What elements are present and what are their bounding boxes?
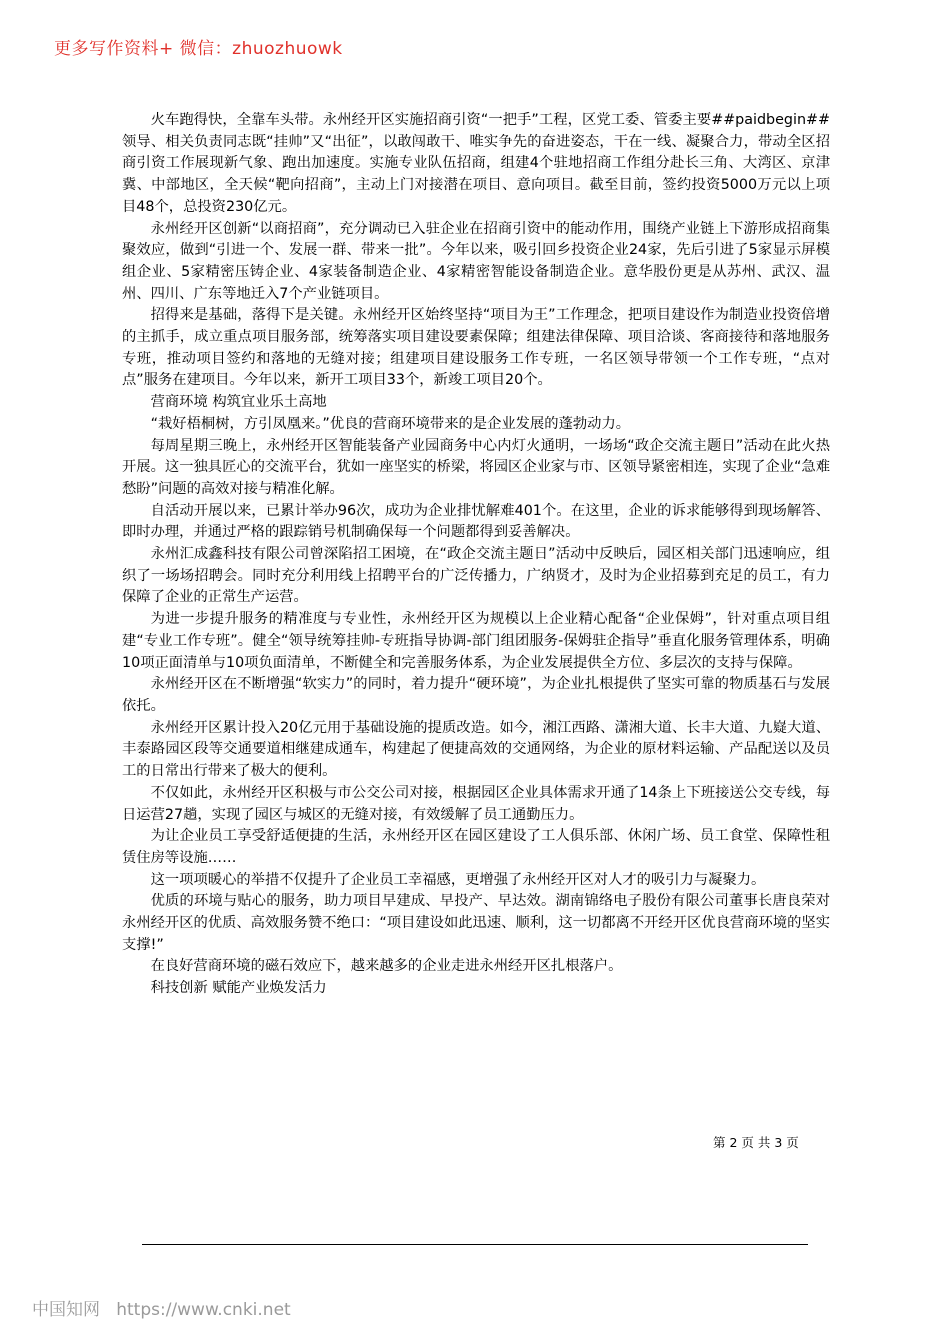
paragraph: 永州经开区在不断增强“软实力”的同时，着力提升“硬环境”，为企业扎根提供了坚实可靠的物质基石与发展依托。 <box>122 676 830 714</box>
section-heading: 科技创新 赋能产业焕发活力 <box>150 980 327 997</box>
promo-banner: 更多写作资料+ 微信：zhuozhuowk <box>54 39 343 59</box>
paragraph: 火车跑得快，全靠车头带。永州经开区实施招商引资“一把手”工程，区党工委、管委主要##paidbegin##领导、相关负责同志既“挂帅”又“出征”，以敢闯敢干、唯实争先的奋进姿态，干在一线、凝聚合力，带动全区招商引资工作展现新气象、跑出加速度。实施专业队伍招商，组建4个驻地招商工作组分赴长三角、大湾区、京津冀、中部地区，全天候“靶向招商”，主动上门对接潜在项目、意向项目。截至目前，签约投资5000万元以上项目48个，总投资230亿元。 <box>122 112 830 215</box>
source-watermark: 中国知网 https://www.cnki.net <box>32 1300 291 1320</box>
paragraph: 这一项项暖心的举措不仅提升了企业员工幸福感，更增强了永州经开区对人才的吸引力与凝聚力。 <box>150 871 766 888</box>
paragraph: 为进一步提升服务的精准度与专业性，永州经开区为规模以上企业精心配备“企业保姆”，针对重点项目组建“专业工作专班”。健全“领导统筹挂帅-专班指导协调-部门组团服务-保姆驻企指导”垂直化服务管理体系，明确10项正面清单与10项负面清单，不断健全和完善服务体系，为企业发展提供全方位、多层次的支持与保障。 <box>122 611 830 671</box>
page-number: 第 2 页 共 3 页 <box>713 1135 799 1150</box>
paragraph: 为让企业员工享受舒适便捷的生活，永州经开区在园区建设了工人俱乐部、休闲广场、员工食堂、保障性租赁住房等设施…… <box>122 828 830 866</box>
paragraph: 自活动开展以来，已累计举办96次，成功为企业排忧解难401个。在这里，企业的诉求能够得到现场解答、即时办理，并通过严格的跟踪销号机制确保每一个问题都得到妥善解决。 <box>122 502 830 541</box>
footer-divider <box>142 1244 808 1245</box>
paragraph: “栽好梧桐树，方引凤凰来。”优良的营商环境带来的是企业发展的蓬勃动力。 <box>150 415 631 432</box>
paragraph: 永州经开区累计投入20亿元用于基础设施的提质改造。如今，湘江西路、潇湘大道、长丰大道、九嶷大道、丰泰路园区段等交通要道相继建成通车，构建起了便捷高效的交通网络，为企业的原材料运输、产品配送以及员工的日常出行带来了极大的便利。 <box>122 719 830 780</box>
paragraph: 不仅如此，永州经开区积极与市公交公司对接，根据园区企业具体需求开通了14条上下班接送公交专线，每日运营27趟，实现了园区与城区的无缝对接，有效缓解了员工通勤压力。 <box>122 784 830 823</box>
paragraph: 优质的环境与贴心的服务，助力项目早建成、早投产、早达效。湖南锦络电子股份有限公司董事长唐良荣对永州经开区的优质、高效服务赞不绝口：“项目建设如此迅速、顺利，这一切都离不开经开区优良营商环境的坚实支撑!” <box>122 893 830 953</box>
paragraph: 在良好营商环境的磁石效应下，越来越多的企业走进永州经开区扎根落户。 <box>150 958 623 975</box>
paragraph: 招得来是基础，落得下是关键。永州经开区始终坚持“项目为王”工作理念，把项目建设作为制造业投资倍增的主抓手，成立重点项目服务部，统筹落实项目建设要素保障；组建法律保障、项目洽谈、客商接待和落地服务专班，推动项目签约和落地的无缝对接；组建项目建设服务工作专班，一名区领导带领一个工作专班，“点对点”服务在建项目。今年以来，新开工项目33个，新竣工项目20个。 <box>122 307 830 389</box>
paragraph: 永州经开区创新“以商招商”，充分调动已入驻企业在招商引资中的能动作用，围绕产业链上下游形成招商集聚效应，做到“引进一个、发展一群、带来一批”。今年以来，吸引回乡投资企业24家，先后引进了5家显示屏模组企业、5家精密压铸企业、4家装备制造企业、4家精密智能设备制造企业。意华股份更是从苏州、武汉、温州、四川、广东等地迁入7个产业链项目。 <box>122 220 830 302</box>
section-heading: 营商环境 构筑宜业乐土高地 <box>150 394 327 411</box>
paragraph: 永州汇成鑫科技有限公司曾深陷招工困境，在“政企交流主题日”活动中反映后，园区相关部门迅速响应，组织了一场场招聘会。同时充分利用线上招聘平台的广泛传播力，广纳贤才，及时为企业招募到充足的员工，有力保障了企业的正常生产运营。 <box>122 546 830 606</box>
article-body <box>122 110 830 1000</box>
paragraph: 每周星期三晚上，永州经开区智能装备产业园商务中心内灯火通明，一场场“政企交流主题日”活动在此火热开展。这一独具匠心的交流平台，犹如一座坚实的桥梁，将园区企业家与市、区领导紧密相连，实现了企业“急难愁盼”问题的高效对接与精准化解。 <box>122 437 830 497</box>
